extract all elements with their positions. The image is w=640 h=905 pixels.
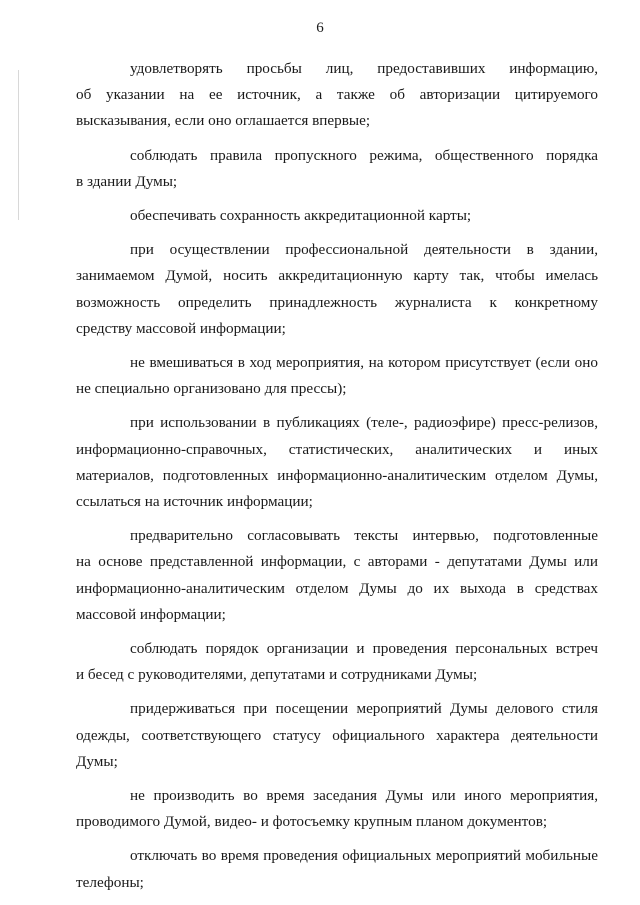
paragraph-line: информационно-справочных, статистических, аналитических и иных [76,440,598,458]
paragraph-line: Думы; [76,752,118,770]
paragraph [76,237,598,342]
paragraph-line: ссылаться на источник информации; [76,493,313,511]
paragraph-line: не вмешиваться в ход мероприятия, на котором присутствует (если оно [130,354,598,372]
paragraph-line: об указании на ее источник, а также об авторизации цитируемого [76,86,598,104]
paragraph-line: одежды, соответствующего статусу официального характера деятельности [76,726,598,744]
paragraph [76,783,598,835]
paragraph-line: в здании Думы; [76,172,178,190]
paragraph-line: материалов, подготовленных информационно-аналитическим отделом Думы, [76,466,598,484]
paragraph-line: и бесед с руководителями, депутатами и сотрудниками Думы; [76,666,478,684]
paragraph [76,143,598,195]
page-number: 6 [316,20,324,36]
scan-margin-mark [18,70,19,220]
paragraph-line: массовой информации; [76,605,226,623]
paragraph [76,636,598,688]
paragraph-line: телефоны; [76,873,144,891]
paragraph [76,696,598,775]
paragraph-line: предварительно согласовывать тексты интервью, подготовленные [130,527,598,545]
paragraph-line: на основе представленной информации, с авторами - депутатами Думы или [76,553,598,571]
paragraph-line: высказывания, если оно оглашается впервые; [76,112,371,130]
paragraph-line: отключать во время проведения официальных мероприятий мобильные [130,847,598,865]
document-body [76,56,598,904]
paragraph [76,203,598,229]
paragraph-line: придерживаться при посещении мероприятий Думы делового стиля [130,700,598,718]
paragraph-line: проводимого Думой, видео- и фотосъемку крупным планом документов; [76,813,548,831]
paragraph-line: не специально организовано для прессы); [76,380,347,398]
paragraph [76,56,598,135]
paragraph-line: соблюдать порядок организации и проведения персональных встреч [130,640,598,658]
paragraph-line: при осуществлении профессиональной деятельности в здании, [130,241,598,259]
paragraph-line: не производить во время заседания Думы или иного мероприятия, [130,787,598,805]
paragraph [76,350,598,402]
paragraph [76,410,598,515]
paragraph-line: средству массовой информации; [76,319,286,337]
paragraph-line: возможность определить принадлежность журналиста к конкретному [76,293,598,311]
paragraph-line: информационно-аналитическим отделом Думы до их выхода в средствах [76,579,598,597]
paragraph-line: при использовании в публикациях (теле-, радиоэфире) пресс-релизов, [130,414,598,432]
paragraph [76,843,598,895]
paragraph-line: удовлетворять просьбы лиц, предоставивших информацию, [130,60,598,77]
paragraph-line: обеспечивать сохранность аккредитационной карты; [130,207,472,225]
paragraph [76,523,598,628]
paragraph-line: занимаемом Думой, носить аккредитационную карту так, чтобы имелась [76,267,598,285]
paragraph-line: соблюдать правила пропускного режима, общественного порядка [130,146,598,164]
